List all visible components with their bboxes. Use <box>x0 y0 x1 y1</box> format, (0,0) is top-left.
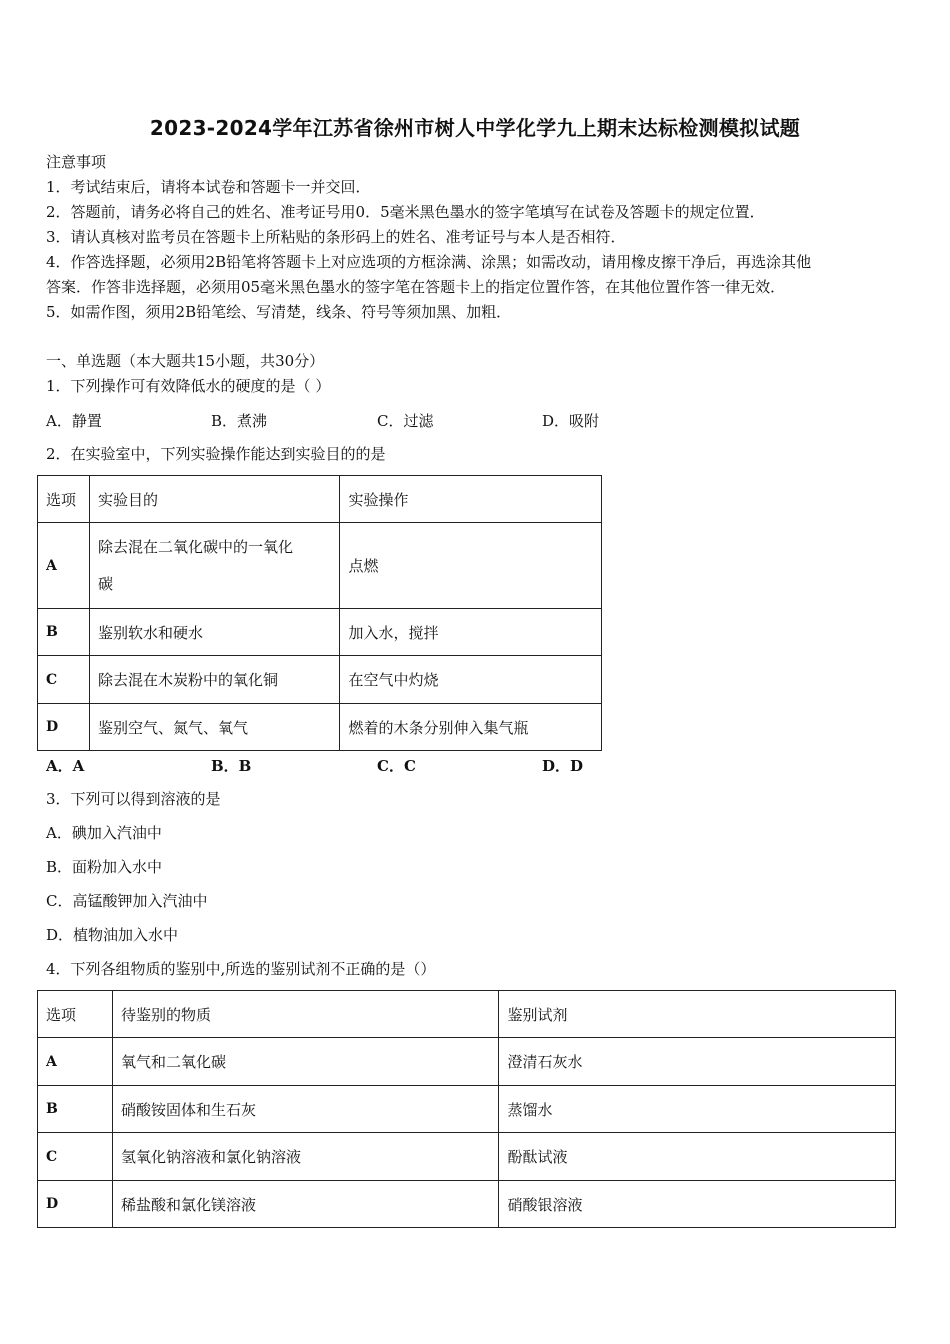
row-option: D <box>38 704 90 751</box>
q2-choice-d: D．D <box>542 757 584 775</box>
table-row <box>38 609 602 656</box>
table-header-row <box>38 991 896 1038</box>
row-operation: 加入水，搅拌 <box>340 609 602 656</box>
notice-item-3: 3．请认真核对监考员在答题卡上所粘贴的条形码上的姓名、准考证号与本人是否相符． <box>46 228 626 246</box>
row-option: C <box>38 656 90 704</box>
q1-choice-d: D．吸附 <box>542 412 600 430</box>
q3-stem: 3．下列可以得到溶液的是 <box>46 790 221 808</box>
row-operation: 在空气中灼烧 <box>340 656 602 704</box>
header-option: 选项 <box>38 991 113 1038</box>
row-option: A <box>38 1038 113 1086</box>
q2-choice-a: A．A <box>46 757 85 775</box>
row-purpose: 鉴别空气、氮气、氧气 <box>89 704 340 751</box>
row-option: D <box>38 1181 113 1228</box>
notice-item-4-cont: 答案．作答非选择题，必须用05毫米黑色墨水的签字笔在答题卡上的指定位置作答，在其他位置作答一律无效． <box>46 278 786 296</box>
table-row <box>38 1181 896 1228</box>
q1-choice-c: C．过滤 <box>377 412 434 430</box>
q3-choice-c: C．高锰酸钾加入汽油中 <box>46 892 208 910</box>
notice-heading: 注意事项 <box>46 153 107 171</box>
table-row <box>38 1133 896 1181</box>
q2-choice-c: C．C <box>377 757 416 775</box>
row-option: B <box>38 1086 113 1133</box>
q3-choice-b: B．面粉加入水中 <box>46 858 163 876</box>
row-operation: 点燃 <box>340 523 602 609</box>
row-operation: 燃着的木条分别伸入集气瓶 <box>340 704 602 751</box>
row-substance: 氧气和二氧化碳 <box>112 1038 499 1086</box>
section-heading: 一、单选题（本大题共15小题，共30分） <box>46 352 325 370</box>
q3-choice-d: D．植物油加入水中 <box>46 926 179 944</box>
table-row <box>38 1038 896 1086</box>
q1-stem: 1．下列操作可有效降低水的硬度的是（ ） <box>46 377 331 395</box>
q1-choice-b: B．煮沸 <box>211 412 268 430</box>
row-substance: 稀盐酸和氯化镁溶液 <box>112 1181 499 1228</box>
page-title: 2023-2024学年江苏省徐州市树人中学化学九上期末达标检测模拟试题 <box>149 116 801 140</box>
notice-item-4: 4．作答选择题，必须用2B铅笔将答题卡上对应选项的方框涂满、涂黑；如需改动，请用橡皮擦干净后，再选涂其他 <box>46 253 812 271</box>
header-purpose: 实验目的 <box>89 476 340 523</box>
q1-choice-a: A．静置 <box>46 412 102 430</box>
q2-table <box>37 475 602 751</box>
row-option: B <box>38 609 90 656</box>
q3-choice-a: A．碘加入汽油中 <box>46 824 162 842</box>
row-purpose-line-2: 碳 <box>97 574 113 593</box>
row-substance: 氢氧化钠溶液和氯化钠溶液 <box>112 1133 499 1181</box>
table-row <box>38 656 602 704</box>
row-reagent: 硝酸银溶液 <box>499 1181 896 1228</box>
table-row <box>38 1086 896 1133</box>
row-purpose-line-1: 除去混在二氧化碳中的一氧化 <box>97 537 293 556</box>
q2-stem: 2．在实验室中，下列实验操作能达到实验目的的是 <box>46 445 386 463</box>
row-purpose <box>89 523 340 609</box>
q4-stem: 4．下列各组物质的鉴别中,所选的鉴别试剂不正确的是（） <box>46 960 436 978</box>
q2-choice-b: B．B <box>211 757 252 775</box>
notice-item-2: 2．答题前，请务必将自己的姓名、准考证号用0．5毫米黑色墨水的签字笔填写在试卷及答题卡的规定位置． <box>46 203 765 221</box>
header-operation: 实验操作 <box>340 476 602 523</box>
row-purpose: 除去混在木炭粉中的氧化铜 <box>89 656 340 704</box>
table-header-row <box>38 476 602 523</box>
row-substance: 硝酸铵固体和生石灰 <box>112 1086 499 1133</box>
table-row <box>38 704 602 751</box>
notice-item-1: 1．考试结束后，请将本试卷和答题卡一并交回． <box>46 178 371 196</box>
header-option: 选项 <box>38 476 90 523</box>
row-reagent: 酚酞试液 <box>499 1133 896 1181</box>
table-row <box>38 523 602 609</box>
q4-table <box>37 990 896 1228</box>
row-option: A <box>38 523 90 609</box>
notice-item-5: 5．如需作图，须用2B铅笔绘、写清楚，线条、符号等须加黑、加粗． <box>46 303 512 321</box>
row-reagent: 澄清石灰水 <box>499 1038 896 1086</box>
row-purpose: 鉴别软水和硬水 <box>89 609 340 656</box>
row-option: C <box>38 1133 113 1181</box>
header-reagent: 鉴别试剂 <box>499 991 896 1038</box>
row-reagent: 蒸馏水 <box>499 1086 896 1133</box>
header-substance: 待鉴别的物质 <box>112 991 499 1038</box>
